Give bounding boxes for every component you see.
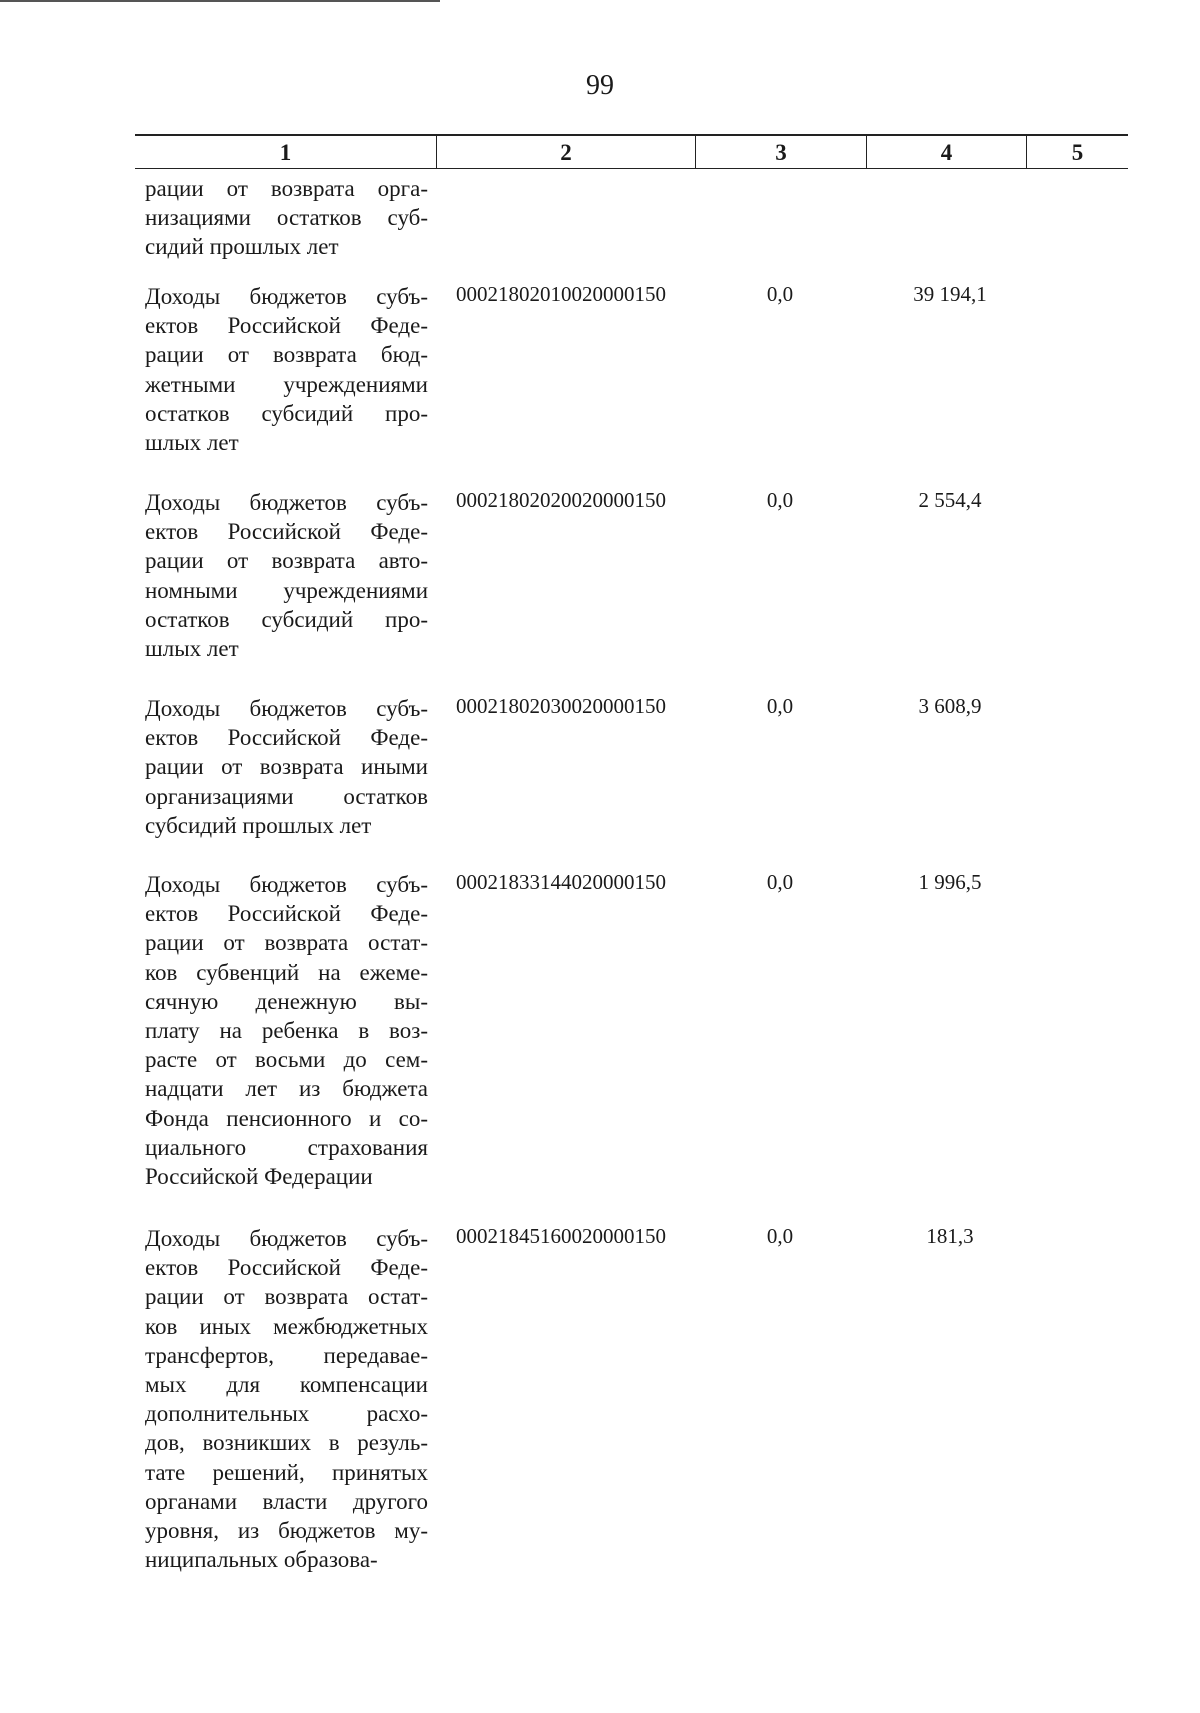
row-description-line: остатков субсидий про-: [145, 606, 428, 632]
row-description-line: низациями остатков суб-: [145, 205, 428, 231]
row-code: 00021802020020000150: [456, 488, 666, 512]
row-col4-value: 3 608,9: [918, 694, 982, 718]
row-col3-value: 0,0: [766, 694, 794, 718]
row-description-line: мых для компенсации: [145, 1372, 428, 1398]
row-col4-value: 1 996,5: [918, 870, 982, 894]
row-col3-value: 0,0: [766, 488, 794, 512]
row-description-line: рации от возврата остат-: [145, 930, 428, 956]
header-col-5: 5: [1026, 136, 1128, 168]
row-description-line: рации от возврата остат-: [145, 1284, 428, 1310]
row-description-line: сидий прошлых лет: [145, 234, 339, 260]
row-description-line: рации от возврата орга-: [145, 176, 428, 201]
row-description-line: ектов Российской Феде-: [145, 725, 428, 751]
row-description-line: дополнительных расхо-: [145, 1401, 428, 1427]
row-col4-value: 2 554,4: [918, 488, 982, 512]
row-description-line: организациями остатков: [145, 783, 428, 809]
row-description-line: Доходы бюджетов субъ-: [145, 696, 428, 721]
row-description: [145, 488, 428, 663]
row-description-line: расте от восьми до сем-: [145, 1047, 428, 1073]
table-header: [135, 134, 1128, 169]
row-description: [145, 1224, 428, 1574]
row-code: 00021833144020000150: [456, 870, 666, 894]
row-description-line: циального страхования: [145, 1134, 428, 1160]
row-description-line: ектов Российской Феде-: [145, 1255, 428, 1281]
scan-edge-line: [0, 0, 440, 2]
row-description-line: ков иных межбюджетных: [145, 1313, 428, 1339]
row-description-line: тате решений, принятых: [145, 1459, 428, 1485]
header-col-2: 2: [436, 136, 695, 168]
row-description-line: Фонда пенсионного и со-: [145, 1105, 428, 1131]
row-code: 00021802010020000150: [456, 282, 666, 306]
row-description-line: Доходы бюджетов субъ-: [145, 872, 428, 897]
row-description-line: жетными учреждениями: [145, 371, 428, 397]
row-description-line: рации от возврата бюд-: [145, 342, 428, 368]
row-col3-value: 0,0: [766, 870, 794, 894]
row-description-line: Доходы бюджетов субъ-: [145, 490, 428, 515]
row-description-line: сячную денежную вы-: [145, 988, 428, 1014]
row-description-line: рации от возврата авто-: [145, 548, 428, 574]
row-description: [145, 174, 428, 262]
row-description-line: ектов Российской Феде-: [145, 313, 428, 339]
row-description-line: Доходы бюджетов субъ-: [145, 1226, 428, 1251]
row-description-line: шлых лет: [145, 430, 239, 456]
row-col4-value: 39 194,1: [913, 282, 987, 306]
header-col-1: 1: [279, 140, 292, 165]
row-col3-value: 0,0: [766, 1224, 794, 1248]
row-description-line: шлых лет: [145, 636, 239, 662]
row-description-line: трансфертов, передавае-: [145, 1342, 428, 1368]
row-description-line: Российской Федерации: [145, 1164, 373, 1190]
row-code: 00021845160020000150: [456, 1224, 666, 1248]
row-description-line: рации от возврата иными: [145, 754, 428, 780]
row-description: [145, 870, 428, 1191]
row-code: 00021802030020000150: [456, 694, 666, 718]
row-description-line: Доходы бюджетов субъ-: [145, 284, 428, 309]
header-col-3: 3: [695, 136, 866, 168]
row-description-line: ектов Российской Феде-: [145, 901, 428, 927]
row-description-line: ниципальных образова-: [145, 1547, 378, 1573]
row-description-line: органами власти другого: [145, 1488, 428, 1514]
row-description-line: уровня, из бюджетов му-: [145, 1518, 428, 1544]
row-description-line: дов, возникших в резуль-: [145, 1430, 428, 1456]
row-description-line: номными учреждениями: [145, 577, 428, 603]
row-description: [145, 282, 428, 457]
row-description-line: ектов Российской Феде-: [145, 519, 428, 545]
row-description-line: субсидий прошлых лет: [145, 812, 372, 838]
page-number: 99: [586, 70, 614, 101]
row-col4-value: 181,3: [926, 1224, 974, 1248]
row-description-line: остатков субсидий про-: [145, 400, 428, 426]
row-description: [145, 694, 428, 840]
row-col3-value: 0,0: [766, 282, 794, 306]
row-description-line: ков субвенций на ежеме-: [145, 959, 428, 985]
header-col-4: 4: [866, 136, 1026, 168]
row-description-line: надцати лет из бюджета: [145, 1076, 428, 1102]
row-description-line: плату на ребенка в воз-: [145, 1018, 428, 1044]
